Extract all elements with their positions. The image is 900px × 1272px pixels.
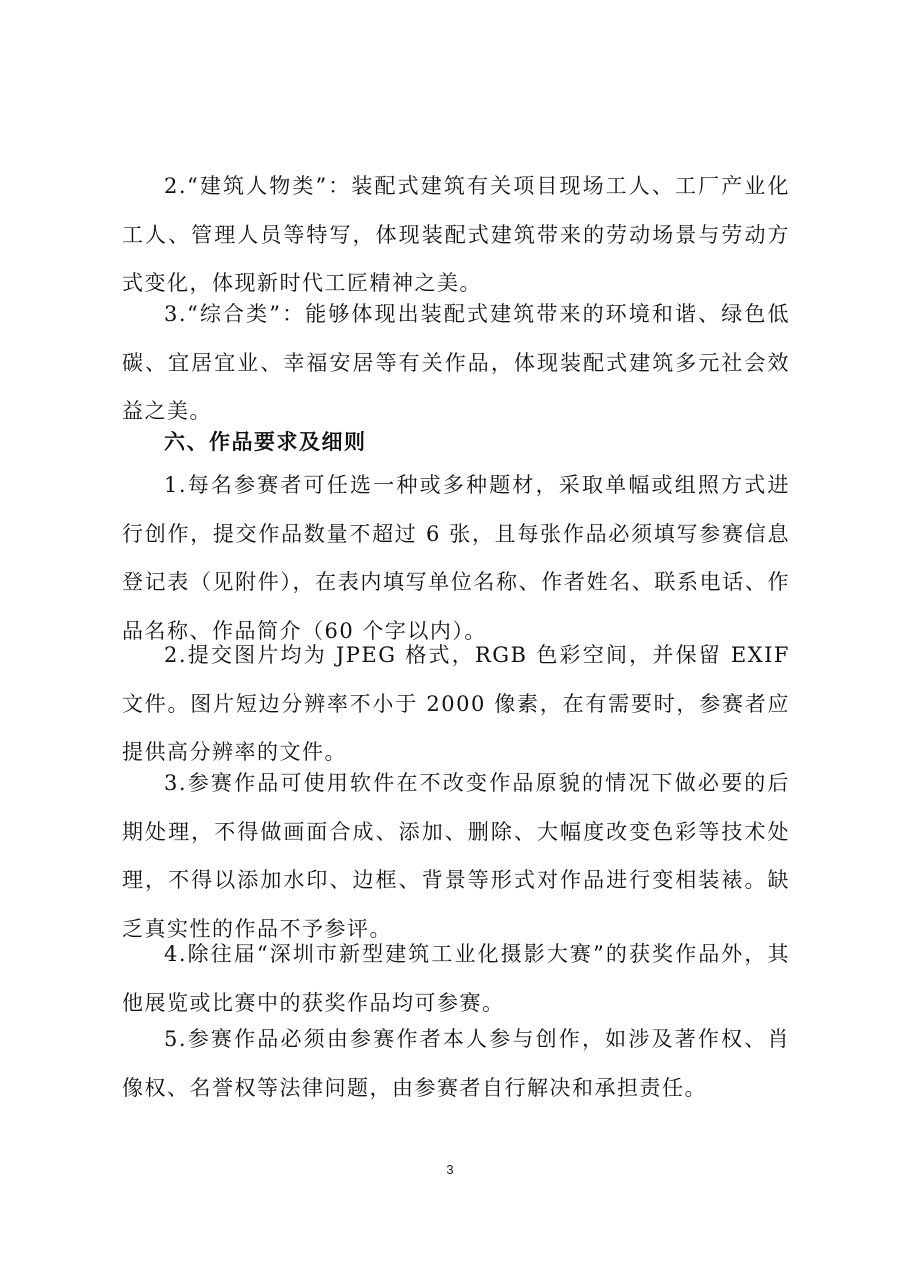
paragraph-building-people-category: 2.“建筑人物类”：装配式建筑有关项目现场工人、工厂产业化工人、管理人员等特写，体现装配式建筑带来的劳动场景与劳动方式变化，体现新时代工匠精神之美。	[122, 174, 790, 295]
requirement-item-1: 1.每名参赛者可任选一种或多种题材，采取单幅或组照方式进行创作，提交作品数量不超过 6 张，且每张作品必须填写参赛信息登记表（见附件），在表内填写单位名称、作者姓名、联系电话、作品名称、作品简介（60 个字以内）。	[122, 473, 790, 643]
requirement-item-2: 2.提交图片均为 JPEG 格式，RGB 色彩空间，并保留 EXIF 文件。图片短边分辨率不小于 2000 像素，在有需要时，参赛者应提供高分辨率的文件。	[122, 643, 790, 764]
page-number: 3	[446, 1162, 454, 1177]
requirement-item-4: 4.除往届“深圳市新型建筑工业化摄影大赛”的获奖作品外，其他展览或比赛中的获奖作品均可参赛。	[122, 942, 790, 1015]
section-heading-requirements: 六、作品要求及细则	[164, 430, 367, 454]
requirement-item-5: 5.参赛作品必须由参赛作者本人参与创作，如涉及著作权、肖像权、名誉权等法律问题，由参赛者自行解决和承担责任。	[122, 1027, 790, 1100]
requirement-item-3: 3.参赛作品可使用软件在不改变作品原貌的情况下做必要的后期处理，不得做画面合成、添加、删除、大幅度改变色彩等技术处理，不得以添加水印、边框、背景等形式对作品进行变相装裱。缺乏真实性的作品不予参评。	[122, 771, 790, 941]
paragraph-comprehensive-category: 3.“综合类”：能够体现出装配式建筑带来的环境和谐、绿色低碳、宜居宜业、幸福安居等有关作品，体现装配式建筑多元社会效益之美。	[122, 302, 790, 423]
